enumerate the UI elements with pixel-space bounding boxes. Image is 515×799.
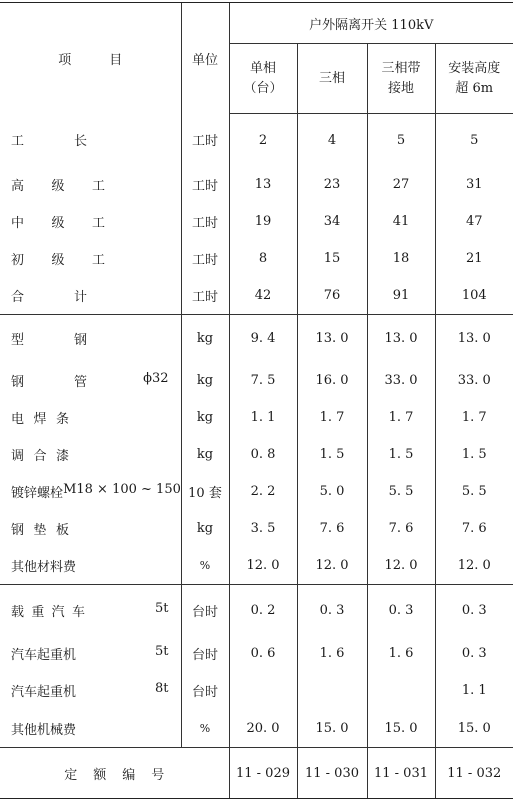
table-row [0, 315, 513, 363]
table-row [0, 240, 513, 277]
row-unit: kg [181, 362, 229, 399]
cell-value: 15. 0 [297, 709, 367, 748]
cell-value: 1. 6 [367, 635, 435, 672]
cell-value: 7. 6 [435, 510, 513, 547]
table-row [0, 547, 513, 585]
row-unit: 台时 [181, 672, 229, 709]
row-unit: 工时 [181, 203, 229, 240]
quota-table [0, 2, 513, 799]
table-row [0, 473, 513, 510]
table-row [0, 399, 513, 436]
cell-value: 33. 0 [435, 362, 513, 399]
quota-code: 11 - 031 [367, 748, 435, 799]
cell-value: 41 [367, 203, 435, 240]
cell-value: 0. 3 [435, 585, 513, 636]
header-col-ground-line1: 三相带 [381, 60, 421, 76]
row-unit: % [181, 547, 229, 585]
cell-value: 0. 8 [229, 436, 297, 473]
cell-value: 3. 5 [229, 510, 297, 547]
cell-value: 33. 0 [367, 362, 435, 399]
row-name: 载 重 汽 车 5t [0, 585, 181, 636]
machinery-section [0, 585, 513, 748]
labor-section [0, 114, 513, 315]
row-unit: 工时 [181, 240, 229, 277]
cell-value: 16. 0 [297, 362, 367, 399]
cell-value: 5. 5 [367, 473, 435, 510]
row-name: 钢 垫 板 [11, 523, 69, 538]
cell-value: 12. 0 [367, 547, 435, 585]
table-footer [0, 748, 513, 799]
header-col-high-line1: 安装高度 [448, 60, 501, 76]
row-unit: 工时 [181, 114, 229, 167]
cell-value: 13 [229, 166, 297, 203]
row-name: 工 长 [11, 134, 87, 150]
cell-value: 1. 1 [435, 672, 513, 709]
row-unit: kg [181, 399, 229, 436]
row-unit: % [181, 709, 229, 748]
table-row [0, 114, 513, 167]
table-row [0, 510, 513, 547]
row-spec: M18 × 100 ~ 150 [63, 482, 181, 497]
cell-value [367, 672, 435, 709]
cell-value: 20. 0 [229, 709, 297, 748]
row-name: 高 级 工 [11, 179, 105, 194]
table-row [0, 277, 513, 315]
header-item-char: 项 [58, 52, 72, 68]
row-name: 型 钢 [0, 315, 181, 363]
row-name: 汽车起重机 5t [11, 644, 169, 663]
cell-value: 7. 6 [297, 510, 367, 547]
table-row [0, 166, 513, 203]
quota-code: 11 - 029 [229, 748, 297, 799]
table-row [0, 672, 513, 709]
row-unit: kg [181, 436, 229, 473]
table-header [0, 3, 513, 114]
cell-value: 91 [367, 277, 435, 315]
row-unit: 工时 [181, 277, 229, 315]
cell-value: 2 [229, 114, 297, 167]
row-name: 其他机械费 [11, 722, 77, 738]
row-name: 钢 管 ϕ32 [11, 371, 169, 390]
row-unit: kg [181, 510, 229, 547]
cell-value: 0. 3 [367, 585, 435, 636]
cell-value: 13. 0 [367, 315, 435, 363]
cell-value: 27 [367, 166, 435, 203]
row-unit: 台时 [181, 635, 229, 672]
cell-value: 5. 0 [297, 473, 367, 510]
row-spec: ϕ32 [143, 371, 169, 386]
cell-value: 13. 0 [297, 315, 367, 363]
header-col-ground [367, 44, 435, 114]
quota-code: 11 - 032 [435, 748, 513, 799]
cell-value: 76 [297, 277, 367, 315]
cell-value: 34 [297, 203, 367, 240]
header-col-single [229, 44, 297, 114]
row-unit: kg [181, 315, 229, 363]
cell-value: 104 [435, 277, 513, 315]
header-col-high-line2: 超 6m [455, 80, 494, 96]
table-row [0, 709, 513, 748]
table-row [0, 585, 513, 636]
header-item [0, 3, 181, 114]
cell-value: 1. 7 [367, 399, 435, 436]
cell-value: 1. 1 [229, 399, 297, 436]
row-name: 初 级 工 [11, 253, 105, 268]
quota-code: 11 - 030 [297, 748, 367, 799]
cell-value: 31 [435, 166, 513, 203]
row-name: 调 合 漆 [11, 449, 69, 464]
header-col-high [435, 44, 513, 114]
cell-value: 1. 5 [297, 436, 367, 473]
cell-value: 7. 5 [229, 362, 297, 399]
table-row [0, 362, 513, 399]
cell-value: 15 [297, 240, 367, 277]
cell-value: 1. 7 [297, 399, 367, 436]
cell-value: 2. 2 [229, 473, 297, 510]
cell-value: 13. 0 [435, 315, 513, 363]
header-item-char: 目 [109, 52, 123, 68]
header-group-title: 户外隔离开关 110kV [229, 3, 513, 44]
cell-value: 15. 0 [367, 709, 435, 748]
cell-value: 7. 6 [367, 510, 435, 547]
header-col-three: 三相 [297, 44, 367, 114]
footer-label: 定 额 编 号 [0, 748, 229, 799]
cell-value: 0. 6 [229, 635, 297, 672]
materials-section [0, 315, 513, 585]
table-row [0, 748, 513, 799]
cell-value: 9. 4 [229, 315, 297, 363]
cell-value: 42 [229, 277, 297, 315]
header-col-single-line1: 单相 [249, 60, 276, 76]
row-unit: 工时 [181, 166, 229, 203]
cell-value [229, 672, 297, 709]
table-row [0, 203, 513, 240]
cell-value: 8 [229, 240, 297, 277]
row-unit: 台时 [181, 585, 229, 636]
row-name: 电 焊 条 [11, 412, 69, 427]
cell-value: 1. 6 [297, 635, 367, 672]
table-row [0, 635, 513, 672]
cell-value: 12. 0 [435, 547, 513, 585]
row-spec: 8t [155, 681, 169, 696]
cell-value: 0. 3 [297, 585, 367, 636]
row-name: 合 计 [11, 290, 87, 305]
cell-value: 47 [435, 203, 513, 240]
cell-value: 4 [297, 114, 367, 167]
row-name: 汽车起重机 8t [11, 681, 169, 700]
row-unit: 10 套 [181, 473, 229, 510]
header-col-single-line2: （台） [243, 80, 283, 96]
header-unit: 单位 [181, 3, 229, 114]
cell-value: 5 [435, 114, 513, 167]
cell-value: 5. 5 [435, 473, 513, 510]
row-name: 其他材料费 [11, 560, 77, 575]
row-spec: 5t [155, 644, 169, 659]
cell-value: 21 [435, 240, 513, 277]
cell-value: 1. 7 [435, 399, 513, 436]
cell-value: 23 [297, 166, 367, 203]
cell-value: 5 [367, 114, 435, 167]
header-col-ground-line2: 接地 [387, 80, 414, 96]
cell-value: 12. 0 [229, 547, 297, 585]
cell-value: 1. 5 [367, 436, 435, 473]
table-row [0, 436, 513, 473]
row-name: 镀 锌 螺 栓 M18 × 100 ~ 150 [11, 482, 181, 501]
cell-value: 1. 5 [435, 436, 513, 473]
cell-value: 19 [229, 203, 297, 240]
row-spec: 5t [155, 600, 169, 616]
cell-value: 0. 2 [229, 585, 297, 636]
cell-value [297, 672, 367, 709]
row-name: 中 级 工 [11, 216, 105, 231]
cell-value: 18 [367, 240, 435, 277]
cell-value: 0. 3 [435, 635, 513, 672]
cell-value: 12. 0 [297, 547, 367, 585]
cell-value: 15. 0 [435, 709, 513, 748]
